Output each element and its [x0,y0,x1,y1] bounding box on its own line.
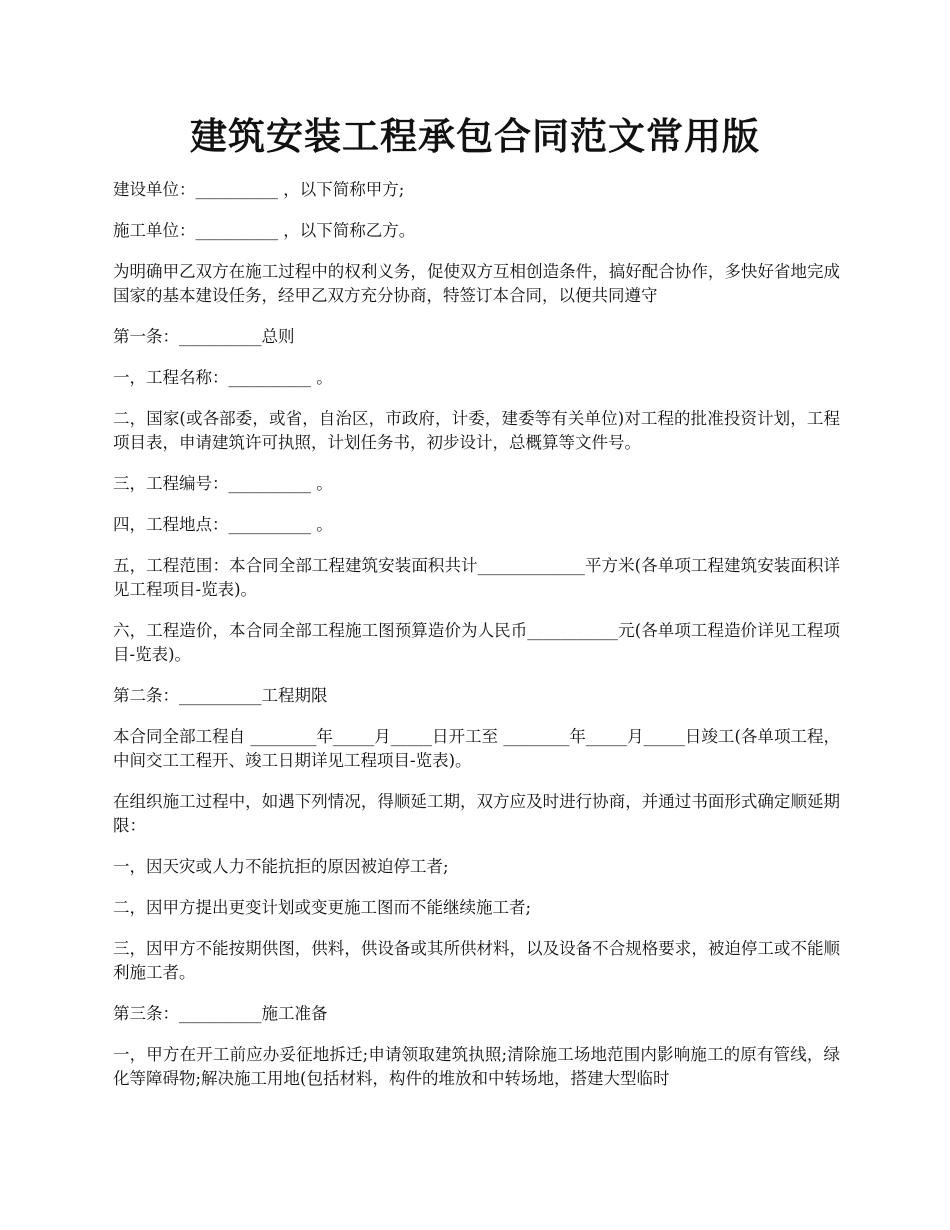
clause-project-location: 四，工程地点：__________ 。 [113,515,333,534]
clause-schedule: 本合同全部工程自 ________年_____月_____日开工至 ________年_____月_____日竣工(各单项工程，中间交工工程开、竣工日期详见工程项目-览表)。 [113,727,840,770]
clause-project-name: 一，工程名称：__________ 。 [113,368,333,387]
clause-extension-2: 二，因甲方提出更变计划或变更施工图而不能继续施工者; [113,898,532,917]
party-a-line: 建设单位：__________ ，以下简称甲方; [113,180,405,199]
clause-project-scope: 五，工程范围：本合同全部工程建筑安装面积共计_____________平方米(各单项工程建筑安装面积详见工程项目-览表)。 [113,556,840,599]
clause-project-number: 三，工程编号：__________ 。 [113,474,333,493]
clause-extension-intro: 在组织施工过程中，如遇下列情况，得顺延工期，双方应及时进行协商，并通过书面形式确定顺延期限： [113,792,840,835]
article-2-heading: 第二条：__________工程期限 [113,686,328,705]
party-b-line: 施工单位：__________ ，以下简称乙方。 [113,221,416,240]
article-1-heading: 第一条：__________总则 [113,327,295,346]
document-title: 建筑安装工程承包合同范文常用版 [190,114,760,158]
clause-extension-3: 三，因甲方不能按期供图，供料，供设备或其所供材料，以及设备不合规格要求，被迫停工或不能顺利施工者。 [113,939,840,982]
document-body [113,178,840,1108]
article-3-heading: 第三条：__________施工准备 [113,1004,328,1023]
clause-project-cost: 六，工程造价，本合同全部工程施工图预算造价为人民币___________元(各单项工程造价详见工程项目-览表)。 [113,621,840,664]
clause-approval-documents: 二，国家(或各部委，或省，自治区，市政府，计委，建委等有关单位)对工程的批准投资计划，工程项目表，申请建筑许可执照，计划任务书，初步设计，总概算等文件号。 [113,409,840,452]
clause-preparation-1: 一，甲方在开工前应办妥征地拆迁;申请领取建筑执照;清除施工场地范围内影响施工的原有管线，绿化等障碍物;解决施工用地(包括材料，构件的堆放和中转场地，搭建大型临时 [113,1045,840,1088]
clause-extension-1: 一，因天灾或人力不能抗拒的原因被迫停工者; [113,857,449,876]
preamble-paragraph: 为明确甲乙双方在施工过程中的权利义务，促使双方互相创造条件，搞好配合协作，多快好省地完成国家的基本建设任务，经甲乙双方充分协商，特签订本合同，以便共同遵守 [113,262,840,305]
